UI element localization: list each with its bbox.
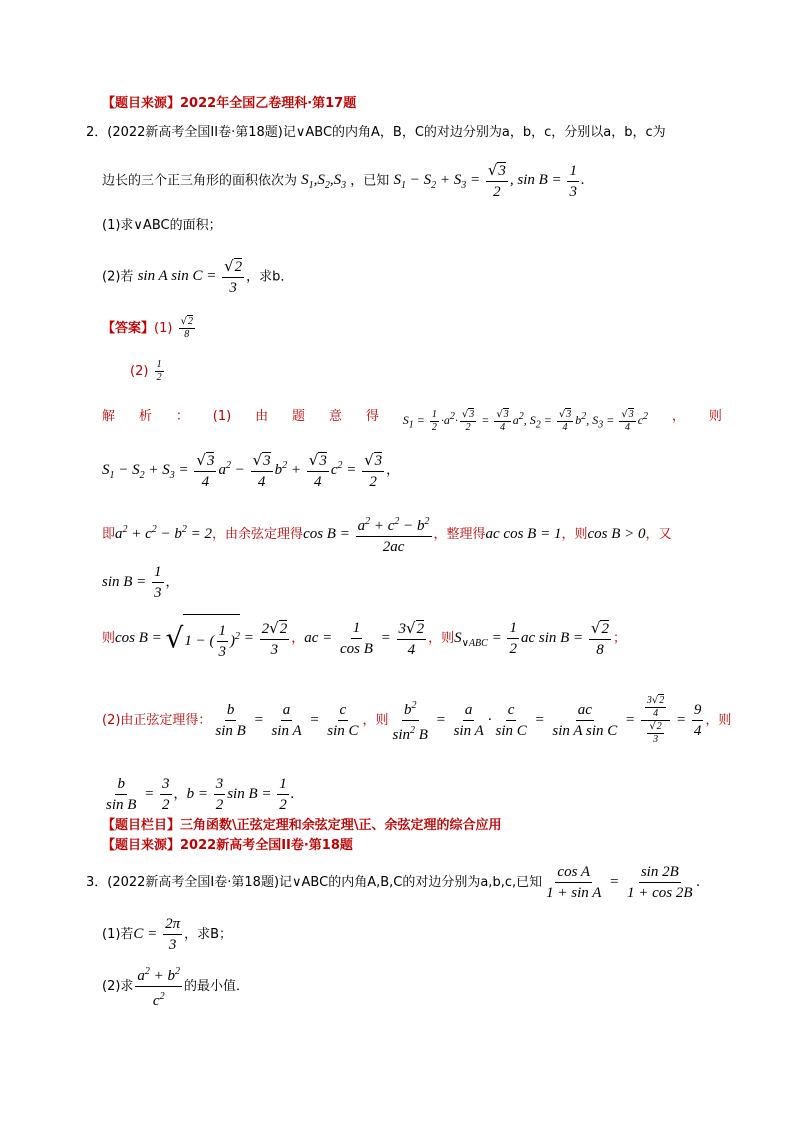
sol-char: 析 bbox=[138, 409, 152, 424]
answer-part2-value: $\frac{1}{2}$ bbox=[156, 359, 162, 384]
source2-label: 【题目来源】 bbox=[102, 838, 181, 853]
solution-line5: 则cos B = √1 − ( $\frac{1}{3}$ )$^2$ = $\frac{2√2}{3}$ ，ac = $\frac{1}{\text{cos B}}$ = $\frac{3√2}{4}$ ，则$S_{\vee ABC}$ = $\frac{1}{2}$ ac sin B = $\frac{√2}{8}$ ； bbox=[102, 614, 626, 666]
sol-l3-a: 即 bbox=[102, 527, 116, 542]
formula-C-value: C = $\frac{2\pi}{3}$ bbox=[133, 916, 181, 954]
q2-number: 2． bbox=[86, 125, 108, 140]
sol-p2-then: ，则 bbox=[362, 713, 389, 728]
formula-sum-eq: $S_1 - S_2 + S_3$ = $\frac{√3}{4}$ $a^2$ − $\frac{√3}{4}$ $b^2$ + $\frac{√3}{4}$ $c^2$ = $\frac{√3}{2}$ bbox=[102, 450, 383, 490]
solution-line7: $\frac{b}{\text{sin B}}$ = $\frac{3}{2}$ ，b = $\frac{3}{2}$ sin B = $\frac{1}{2}$ . bbox=[102, 774, 294, 815]
answer-part1-value: $\frac{√2}{8}$ bbox=[180, 316, 193, 341]
q3-part2-post: 的最小值． bbox=[184, 978, 250, 994]
source-line-q1 bbox=[102, 94, 356, 114]
q2-part2-post: ，求b． bbox=[246, 269, 294, 285]
topic-label: 【题目栏目】 bbox=[102, 818, 181, 833]
q2-stem-l2-mid: ，已知 bbox=[350, 173, 390, 189]
q3-number: 3． bbox=[86, 875, 108, 890]
solution-line4: sin B = $\frac{1}{3}$ ， bbox=[102, 564, 179, 602]
solution-line6 bbox=[102, 680, 731, 761]
source-text: 2022年全国乙卷理科·第17题 bbox=[180, 96, 357, 111]
formula-a2c2b2: $a^2 + c^2 - b^2 = 2$ bbox=[115, 524, 213, 542]
topic-line bbox=[102, 816, 502, 836]
answer-label: 【答案】 bbox=[102, 321, 155, 336]
sol-l3-e: ，又 bbox=[645, 527, 672, 542]
sol-l5-pre: 则 bbox=[102, 630, 116, 646]
q3-part2 bbox=[102, 962, 249, 1011]
formula-cosB-pos: cos B > 0 bbox=[587, 526, 646, 542]
answer-line2 bbox=[130, 356, 166, 387]
solution-line3 bbox=[102, 510, 672, 557]
formula-q3-ratio: $\frac{a^2 + b^2}{c^2}$ bbox=[133, 978, 184, 994]
formula-cosB: cos B = $\frac{a^2 + c^2 - b^2}{2ac}$ bbox=[303, 526, 433, 542]
sol-then: 则 bbox=[708, 409, 722, 424]
formula-q3-given: $\frac{\text{cos A}}{\text{1 + sin A}}$ = $\frac{\sin 2B}{1 + \cos 2B}$ . bbox=[546, 864, 701, 902]
formula-b-value: b = $\frac{3}{2}$ sin B = $\frac{1}{2}$ . bbox=[186, 776, 295, 814]
q2-part1 bbox=[102, 216, 222, 236]
solution-line2: $S_1 - S_2 + S_3$ = $\frac{√3}{4}$ $a^2$ − $\frac{√3}{4}$ $b^2$ + $\frac{√3}{4}$ $c^2$ = $\frac{√3}{2}$ ， bbox=[102, 450, 400, 490]
formula-cosB-value: cos B = √1 − ( $\frac{1}{3}$ )$^2$ = $\frac{2√2}{3}$ bbox=[115, 630, 291, 646]
q3-stem-text: (2022新高考全国I卷·第18题)记∨ABC的内角A,B,C的对边分别为a,b,c,已知 bbox=[107, 875, 543, 890]
sol-l3-d: ，则 bbox=[561, 527, 588, 542]
formula-ac: ac = $\frac{1}{\text{cos B}}$ = $\frac{3√2}{4}$ bbox=[304, 618, 425, 658]
sol-l3-b: ，由余弦定理得 bbox=[212, 527, 304, 542]
answer-part1-label: (1) bbox=[154, 321, 173, 336]
sol-char: 解 bbox=[102, 409, 116, 424]
q2-part2 bbox=[102, 256, 293, 298]
formula-accosB: ac cos B = 1 bbox=[485, 526, 562, 542]
answer-part2-label: (2) bbox=[130, 364, 149, 379]
sol-p2-pre: (2)由正弦定理得： bbox=[102, 713, 212, 728]
formula-sinB: sin B = $\frac{1}{3}$ bbox=[102, 564, 162, 602]
q3-part1-pre: (1)若 bbox=[102, 927, 134, 942]
formula-area: $S_{\vee ABC}$ = $\frac{1}{2}$ ac sin B = $\frac{√2}{8}$ bbox=[454, 618, 609, 658]
q2-part1-text: (1)求∨ABC的面积； bbox=[102, 218, 222, 233]
sol-char: 意 bbox=[328, 409, 342, 424]
source-line-q2 bbox=[102, 836, 353, 856]
formula-b2: $\frac{b^2}{\sin^2 B}$ = $\frac{a}{\text{sin A}}$ · $\frac{c}{\text{sin C}}$ = $\frac{ac}{\text{sin A sin C}}$ = $\frac{\frac{3√2}{4}}{\frac{√2}{3}}$ = $\frac{9}{4}$ bbox=[392, 695, 702, 746]
formula-sinAsinC: sin A sin C = $\frac{√2}{3}$ bbox=[137, 257, 243, 296]
formula-s-defs: $S_1$ = $\frac{1}{2}$ $\cdot a^2\cdot$ $\frac{√3}{2}$ = $\frac{√3}{4}$ $a^2$, $S_2$ = $\frac{√3}{4}$ $b^2$, $S_3$ = $\frac{√3}{4}$ $c^2$ bbox=[402, 408, 649, 433]
q2-stem-line2 bbox=[102, 160, 585, 206]
q2-part2-pre: (2)若 bbox=[102, 269, 134, 285]
q3-stem bbox=[86, 860, 700, 905]
q2-stem-line1 bbox=[86, 123, 666, 143]
q3-part1-post: ，求B； bbox=[184, 927, 232, 942]
solution-line1: 解 析 ： (1) 由 题 意 得 $S_1$ = $\frac{1}{2}$ $\cdot a^2\cdot$ $\frac{√3}{2}$ = $\frac{√3}{4}$ $a^2$, $S_2$ = $\frac{√3}{4}$ $b^2$, $S_3$ = $\frac{√3}{4}$ $c^2$ ， 则 bbox=[102, 402, 722, 440]
formula-b-result: $\frac{b}{\text{sin B}}$ = $\frac{3}{2}$ bbox=[106, 776, 170, 814]
topic-text: 三角函数\正弦定理和余弦定理\正、余弦定理的综合应用 bbox=[180, 818, 502, 833]
sol-char: 得 bbox=[365, 409, 379, 424]
sol-l3-c: ，整理得 bbox=[433, 527, 486, 542]
q3-part2-pre: (2)求 bbox=[102, 978, 134, 994]
sol-p2-then2: ，则 bbox=[705, 713, 732, 728]
q2-stem-l2-pre: 边长的三个正三角形的面积依次为 bbox=[102, 173, 298, 189]
formula-sine-law: $\frac{b}{\text{sin B}}$ = $\frac{a}{\text{sin A}}$ = $\frac{c}{\text{sin C}}$ bbox=[215, 702, 359, 740]
source-label: 【题目来源】 bbox=[102, 96, 181, 111]
source2-text: 2022新高考全国II卷·第18题 bbox=[180, 838, 353, 853]
sol-char: 题 bbox=[292, 409, 306, 424]
q3-part1 bbox=[102, 914, 232, 955]
q2-stem-text: (2022新高考全国II卷·第18题)记∨ABC的内角A，B，C的对边分别为a，b，c，分别以a，b，c为 bbox=[107, 125, 666, 140]
sol-char: ： bbox=[175, 409, 189, 424]
formula-s123: $S_1,S_2,S_3$ bbox=[301, 172, 347, 192]
sol-char: 由 bbox=[255, 409, 269, 424]
answer-line1 bbox=[102, 308, 197, 349]
formula-s-sum: $S_1 - S_2 + S_3$ = $\frac{√3}{2}$ , sin B = $\frac{1}{3}$ . bbox=[393, 161, 585, 200]
sol-char: (1) bbox=[212, 409, 232, 424]
